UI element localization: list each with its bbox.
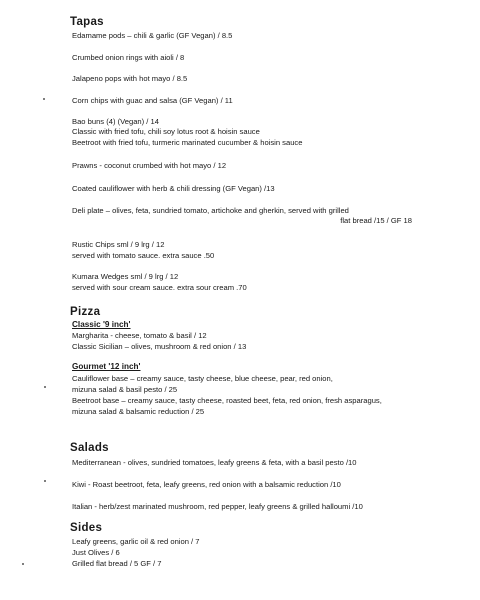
menu-item: Grilled flat bread / 5 GF / 7: [72, 559, 162, 568]
menu-item: Beetroot base – creamy sauce, tasty cheese, roasted beet, feta, red onion, fresh asparagus,: [72, 396, 382, 405]
menu-item: Classic Sicilian – olives, mushroom & red onion / 13: [72, 342, 247, 351]
menu-item: Coated cauliflower with herb & chili dressing (GF Vegan) /13: [72, 184, 275, 193]
menu-item: Mediterranean - olives, sundried tomatoes, leafy greens & feta, with a basil pesto /10: [72, 458, 357, 467]
menu-item: Leafy greens, garlic oil & red onion / 7: [72, 537, 200, 546]
menu-item: Margharita - cheese, tomato & basil / 12: [72, 331, 207, 340]
menu-item-detail: served with sour cream sauce. extra sour cream .70: [72, 283, 247, 292]
sides-heading: Sides: [70, 522, 103, 534]
menu-item: Just Olives / 6: [72, 548, 120, 557]
menu-item-detail: mizuna salad & balsamic reduction / 25: [72, 407, 205, 416]
menu-item: Kumara Wedges sml / 9 lrg / 12: [72, 272, 179, 281]
menu-item-detail: served with tomato sauce. extra sauce .50: [72, 251, 215, 260]
menu-item-price: flat bread /15 / GF 18: [340, 216, 412, 225]
menu-item: Deli plate – olives, feta, sundried tomato, artichoke and gherkin, served with grilled: [72, 206, 349, 215]
menu-item: Prawns - coconut crumbed with hot mayo / 12: [72, 161, 227, 170]
pizza-heading: Pizza: [70, 306, 101, 318]
pizza-gourmet-subheading: Gourmet '12 inch': [72, 362, 141, 371]
menu-item: Bao buns (4) (Vegan) / 14: [72, 117, 159, 126]
scan-speck: [44, 480, 46, 482]
menu-item-detail: Beetroot with fried tofu, turmeric marinated cucumber & hoisin sauce: [72, 138, 303, 147]
menu-item: Crumbed onion rings with aioli / 8: [72, 53, 185, 62]
menu-item-detail: Classic with fried tofu, chili soy lotus root & hoisin sauce: [72, 127, 260, 136]
menu-item: Corn chips with guac and salsa (GF Vegan) / 11: [72, 96, 233, 105]
menu-item-detail: mizuna salad & basil pesto / 25: [72, 385, 178, 394]
scan-speck: [22, 563, 24, 565]
scan-speck: [44, 386, 46, 388]
menu-item: Rustic Chips sml / 9 lrg / 12: [72, 240, 165, 249]
menu-item: Italian - herb/zest marinated mushroom, red pepper, leafy greens & grilled halloumi /10: [72, 502, 363, 511]
menu-item: Edamame pods – chili & garlic (GF Vegan) / 8.5: [72, 31, 233, 40]
scan-speck: [43, 98, 45, 100]
menu-item: Kiwi - Roast beetroot, feta, leafy greens, red onion with a balsamic reduction /10: [72, 480, 341, 489]
menu-item: Jalapeno pops with hot mayo / 8.5: [72, 74, 188, 83]
pizza-classic-subheading: Classic '9 inch': [72, 320, 131, 329]
menu-item: Cauliflower base – creamy sauce, tasty cheese, blue cheese, pear, red onion,: [72, 374, 333, 383]
salads-heading: Salads: [70, 442, 109, 454]
tapas-heading: Tapas: [70, 16, 104, 28]
